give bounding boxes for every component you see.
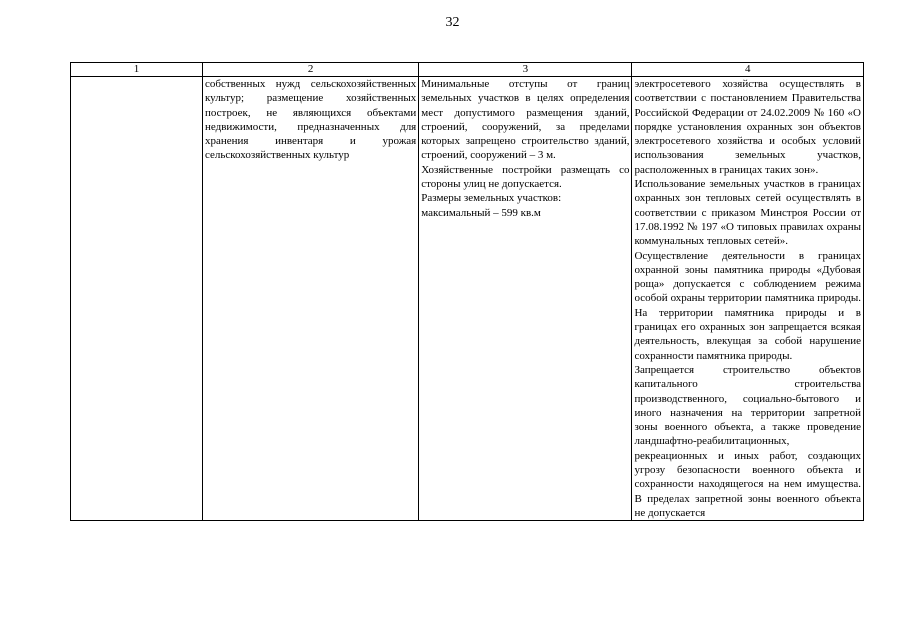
restriction-nature-monument: Осуществление деятельности в границах охранной зоны памятника природы «Дубовая роща» допускается с соблюдением режима особой охраны территории памятника природы. На территории памятника природы и в границах его охранных зон запрещается всякая деятельность, влекущая за собой нарушение сохранности памятника природы. [634,249,861,362]
column-header-4: 4 [632,63,864,77]
setback-text: Минимальные отступы от границ земельных участков в целях определения мест допустимого размещения зданий, строений, сооружений, за пределами которых запрещено строительство зданий, строений, сооружений – 3 м. [421,78,630,162]
table-row [71,77,864,521]
cell-zone-name [71,77,203,521]
cell-restrictions [632,77,864,521]
plot-size-max: максимальный – 599 кв.м [421,206,541,219]
page-number: 32 [445,15,460,30]
restriction-military-zone: Запрещается строительство объектов капитального строительства производственного, социально-бытового и иного назначения на территории запретной зоны военного объекта, а также проведение ландшафтно-реабилитационных, рекреационных и иных работ, создающих угрозу безопасности военного объекта и сохранности находящегося на нем имущества. В пределах запретной зоны военного объекта не допускается [634,363,861,519]
column-header-3: 3 [419,63,632,77]
restriction-power-grid: электросетевого хозяйства осуществлять в соответствии с постановлением Правительства Российской Федерации от 24.02.2009 № 160 «О порядке установления охранных зон объектов электросетевого хозяйства и особых условий использования земельных участков, расположенных в границах таких зон». [634,78,861,176]
document-table [70,62,864,521]
plot-size-heading: Размеры земельных участков: [421,192,562,205]
cell-permitted-use [202,77,418,521]
cell-parameters [419,77,632,521]
outbuildings-text: Хозяйственные постройки размещать со стороны улиц не допускается. [421,163,630,191]
permitted-use-text: собственных нужд сельскохозяйственных культур; размещение хозяйственных построек, не являющихся объектами недвижимости, предназначенных для хранения инвентаря и урожая сельскохозяйственных культур [204,78,417,162]
column-header-1: 1 [71,63,203,77]
restriction-heat-networks: Использование земельных участков в границах охранных зон тепловых сетей осуществлять в соответствии с приказом Минстроя России от 17.08.1992 № 197 «О типовых правилах охраны коммунальных тепловых сетей». [634,178,861,248]
table-header-row [71,63,864,77]
column-header-2: 2 [202,63,418,77]
